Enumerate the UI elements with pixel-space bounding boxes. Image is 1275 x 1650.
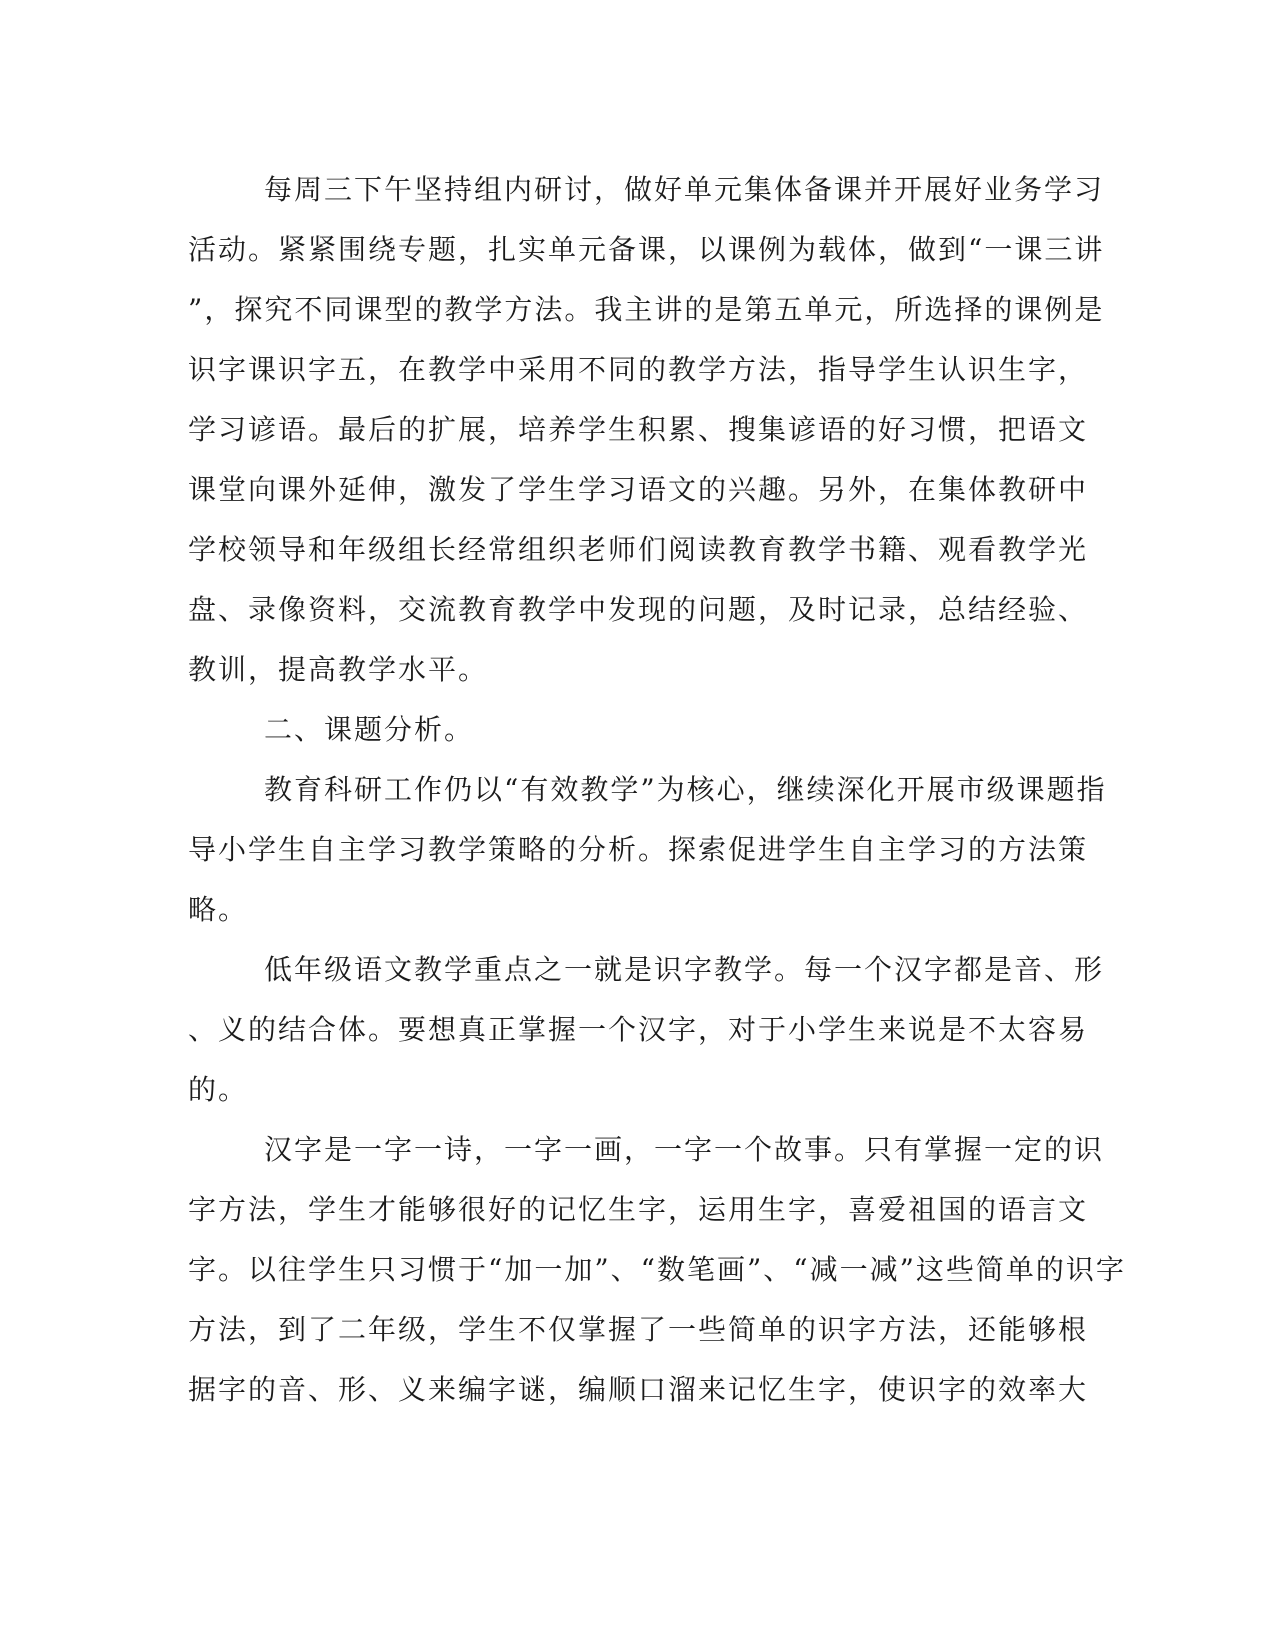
text-line: 教训，提高教学水平。	[188, 653, 489, 686]
text-line: 低年级语文教学重点之一就是识字教学。每一个汉字都是音、形	[264, 953, 1105, 986]
document-body	[188, 160, 1126, 1420]
text-line: 每周三下午坚持组内研讨，做好单元集体备课并开展好业务学习	[264, 173, 1105, 206]
text-line: 、义的结合体。要想真正掌握一个汉字，对于小学生来说是不太容易	[188, 1013, 1089, 1046]
text-line: 盘、录像资料，交流教育教学中发现的问题，及时记录，总结经验、	[188, 593, 1089, 626]
text-line: 学习谚语。最后的扩展，培养学生积累、搜集谚语的好习惯，把语文	[188, 413, 1089, 446]
text-line: 字。以往学生只习惯于“加一加”、“数笔画”、“减一减”这些简单的识字	[188, 1253, 1126, 1286]
text-line: 方法，到了二年级，学生不仅掌握了一些简单的识字方法，还能够根	[188, 1313, 1089, 1346]
text-line: 识字课识字五，在教学中采用不同的教学方法，指导学生认识生字，	[188, 353, 1089, 386]
text-line: 略。	[188, 893, 249, 926]
text-line: 据字的音、形、义来编字谜，编顺口溜来记忆生字，使识字的效率大	[188, 1373, 1089, 1406]
text-line: 课堂向课外延伸，激发了学生学习语文的兴趣。另外，在集体教研中	[188, 473, 1089, 506]
text-line: 汉字是一字一诗，一字一画，一字一个故事。只有掌握一定的识	[264, 1133, 1105, 1166]
text-line: 学校领导和年级组长经常组织老师们阅读教育教学书籍、观看教学光	[188, 533, 1089, 566]
text-line: 导小学生自主学习教学策略的分析。探索促进学生自主学习的方法策	[188, 833, 1089, 866]
text-line: 字方法，学生才能够很好的记忆生字，运用生字，喜爱祖国的语言文	[188, 1193, 1089, 1226]
text-line: ”，探究不同课型的教学方法。我主讲的是第五单元，所选择的课例是	[188, 293, 1105, 326]
text-line: 教育科研工作仍以“有效教学”为核心，继续深化开展市级课题指	[264, 773, 1107, 806]
section-heading: 二、课题分析。	[264, 713, 475, 746]
text-line: 活动。紧紧围绕专题，扎实单元备课，以课例为载体，做到“一课三讲	[188, 233, 1105, 266]
text-line: 的。	[188, 1073, 249, 1106]
